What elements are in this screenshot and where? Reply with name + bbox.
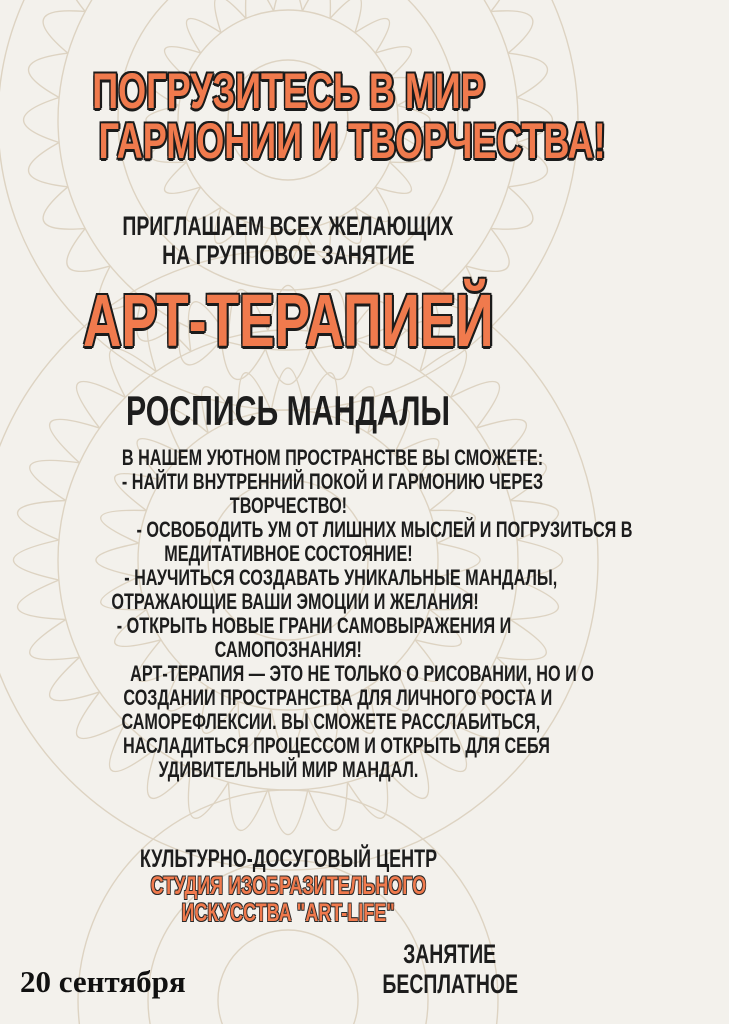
description-line: САМОПОЗНАНИЯ!: [214, 637, 362, 662]
description-line: НАСЛАДИТЬСЯ ПРОЦЕССОМ И ОТКРЫТЬ ДЛЯ СЕБЯ: [123, 733, 550, 758]
invite-line-2: НА ГРУППОВОЕ ЗАНЯТИЕ: [161, 240, 415, 270]
free-label-line-1: ЗАНЯТИЕ: [403, 939, 497, 969]
description-line: САМОРЕФЛЕКСИИ. ВЫ СМОЖЕТЕ РАССЛАБИТЬСЯ,: [121, 709, 541, 734]
description-line: ТВОРЧЕСТВО!: [229, 493, 347, 518]
description-line: СОЗДАНИИ ПРОСТРАНСТВА ДЛЯ ЛИЧНОГО РОСТА И: [123, 685, 553, 710]
event-date: 20 сентября: [20, 964, 186, 999]
headline-line-1: ПОГРУЗИТЕСЬ В МИР: [91, 63, 485, 119]
invite-line-1: ПРИГЛАШАЕМ ВСЕХ ЖЕЛАЮЩИХ: [122, 211, 454, 241]
venue-label: КУЛЬТУРНО-ДОСУГОВЫЙ ЦЕНТР: [139, 845, 437, 873]
headline-line-2: ГАРМОНИИ И ТВОРЧЕСТВА!: [98, 113, 606, 169]
description-line: В НАШЕМ УЮТНОМ ПРОСТРАНСТВЕ ВЫ СМОЖЕТЕ:: [121, 445, 544, 470]
description-line: - ОТКРЫТЬ НОВЫЕ ГРАНИ САМОВЫРАЖЕНИЯ И: [116, 613, 512, 638]
description-line: УДИВИТЕЛЬНЫЙ МИР МАНДАЛ.: [158, 757, 418, 782]
free-label-line-2: БЕСПЛАТНОЕ: [382, 969, 518, 999]
description-line: МЕДИТАТИВНОЕ СОСТОЯНИЕ!: [163, 541, 413, 566]
studio-name-line-2: ИСКУССТВА "ART-LIFE": [181, 899, 395, 927]
art-therapy-title: АРТ-ТЕРАПИЕЙ: [82, 279, 494, 362]
mandala-title: РОСПИСЬ МАНДАЛЫ: [125, 387, 451, 434]
description: [40, 445, 633, 782]
studio-name-line-1: СТУДИЯ ИЗОБРАЗИТЕЛЬНОГО: [150, 872, 426, 900]
description-line: - НАУЧИТЬСЯ СОЗДАВАТЬ УНИКАЛЬНЫЕ МАНДАЛЫ,: [124, 565, 558, 590]
description-line: - ОСВОБОДИТЬ УМ ОТ ЛИШНИХ МЫСЛЕЙ И ПОГРУЗИТЬСЯ В: [136, 517, 633, 542]
description-line: - НАЙТИ ВНУТРЕННИЙ ПОКОЙ И ГАРМОНИЮ ЧЕРЕЗ: [121, 469, 544, 494]
description-line: АРТ-ТЕРАПИЯ — ЭТО НЕ ТОЛЬКО О РИСОВАНИИ, НО И О: [130, 661, 594, 686]
description-line: ОТРАЖАЮЩИЕ ВАШИ ЭМОЦИИ И ЖЕЛАНИЯ!: [111, 589, 479, 614]
